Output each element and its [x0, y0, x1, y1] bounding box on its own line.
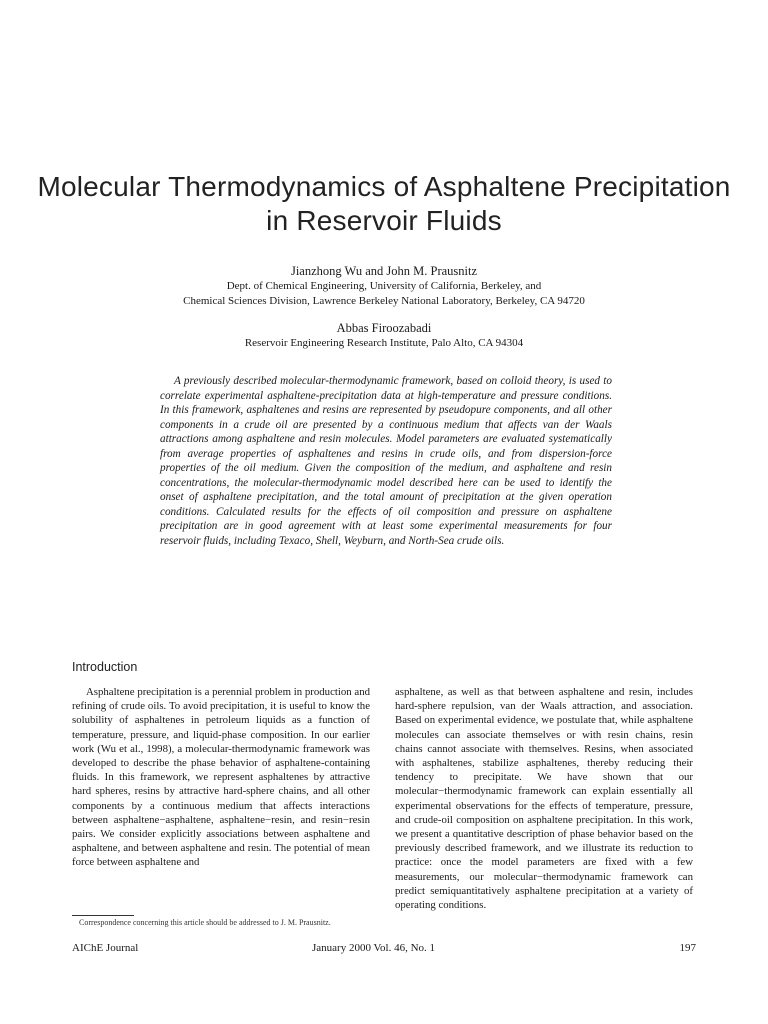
footer-issue: January 2000 Vol. 46, No. 1 [312, 942, 436, 954]
authors-names-2: Abbas Firoozabadi [336, 321, 432, 335]
footer-journal: AIChE Journal [72, 942, 139, 954]
affiliation-2: Reservoir Engineering Research Institute, Palo Alto, CA 94304 [244, 337, 524, 349]
affiliation-1-line-1: Dept. of Chemical Engineering, University of California, Berkeley, and [226, 280, 542, 292]
footer-page-number: 197 [679, 942, 696, 954]
intro-paragraph-right: asphaltene, as well as that between asphaltene and resin, includes hard-sphere repulsion, van der Waals attraction, and association. Based on experimental evidence, we postulate that, while asphaltene molecules can associate themselves or with resin chains, resin chains cannot associate with themselves. Resins, when associated with asphaltenes, stabilize asphaltenes, thereby reducing their tendency to precipitate. We have shown that our molecular−thermodynamic framework can explain essentially all experimental observations for the effects of temperature, pressure, and crude-oil composition on asphaltene precipitation. In this work, we present a quantitative description of phase behavior based on the previously described framework, and we illustrate its reduction to practice: once the model parameters are fixed with a few measurements, our molecular−thermodynamic framework can predict semiquantitatively asphaltene precipitation at a variety of operating conditions. [395, 686, 693, 912]
author-block-1 [0, 263, 768, 309]
intro-paragraph-left: Asphaltene precipitation is a perennial problem in production and refining of crude oils. To avoid precipitation, it is useful to know the solubility of asphaltenes in petroleum liquids as a function of temperature, pressure, and liquid-phase composition. In our earlier work (Wu et al., 1998), a molecular-thermodynamic framework was developed to describe the phase behavior of asphaltene-containing fluids. In this framework, we represent asphaltenes by attractive hard spheres, resins by attractive hard-sphere chains, and all other components by a continuous medium that affects interactions between asphaltene−asphaltene, asphaltene−resin, and resin−resin pairs. We consider explicitly associations between asphaltene and asphaltene, and between asphaltene and resin. The potential of mean force between asphaltene and [72, 686, 370, 869]
footnote-rule [72, 915, 134, 916]
affiliation-1-line-2: Chemical Sciences Division, Lawrence Berkeley National Laboratory, Berkeley, CA 94720 [183, 295, 585, 307]
intro-left-column [72, 685, 370, 870]
correspondence-footnote: Correspondence concerning this article should be addressed to J. M. Prausnitz. [79, 918, 331, 927]
title-line-1: Molecular Thermodynamics of Asphaltene Precipitation [37, 171, 731, 202]
article-title [0, 170, 768, 238]
intro-right-column [395, 685, 693, 912]
section-heading-introduction: Introduction [72, 660, 138, 674]
page-footer [72, 942, 696, 958]
abstract: A previously described molecular-thermodynamic framework, based on colloid theory, is used to correlate experimental asphaltene-precipitation data at high-temperature and pressure conditions. In this framework, asphaltenes and resins are represented by pseudopure components, and all other components in a crude oil are presented by a continuous medium that affects van der Waals attractions among asphaltene and resin molecules. Model parameters are evaluated systematically from average properties of asphaltenes and resins in crude oils, and from dispersion-force properties of the oil medium. Given the composition of the medium, and asphaltene and resin concentrations, the molecular-thermodynamic model described here can be used to identify the onset of asphaltene precipitation, and the total amount of precipitation at the given operation conditions. Calculated results for the effects of oil composition and pressure on asphaltene precipitation are in good agreement with at least some experimental measurements for four reservoir fluids, including Texaco, Shell, Weyburn, and North-Sea crude oils. [160, 375, 612, 547]
title-line-2: in Reservoir Fluids [266, 205, 502, 236]
authors-names-1: Jianzhong Wu and John M. Prausnitz [290, 264, 478, 278]
author-block-2 [0, 320, 768, 351]
